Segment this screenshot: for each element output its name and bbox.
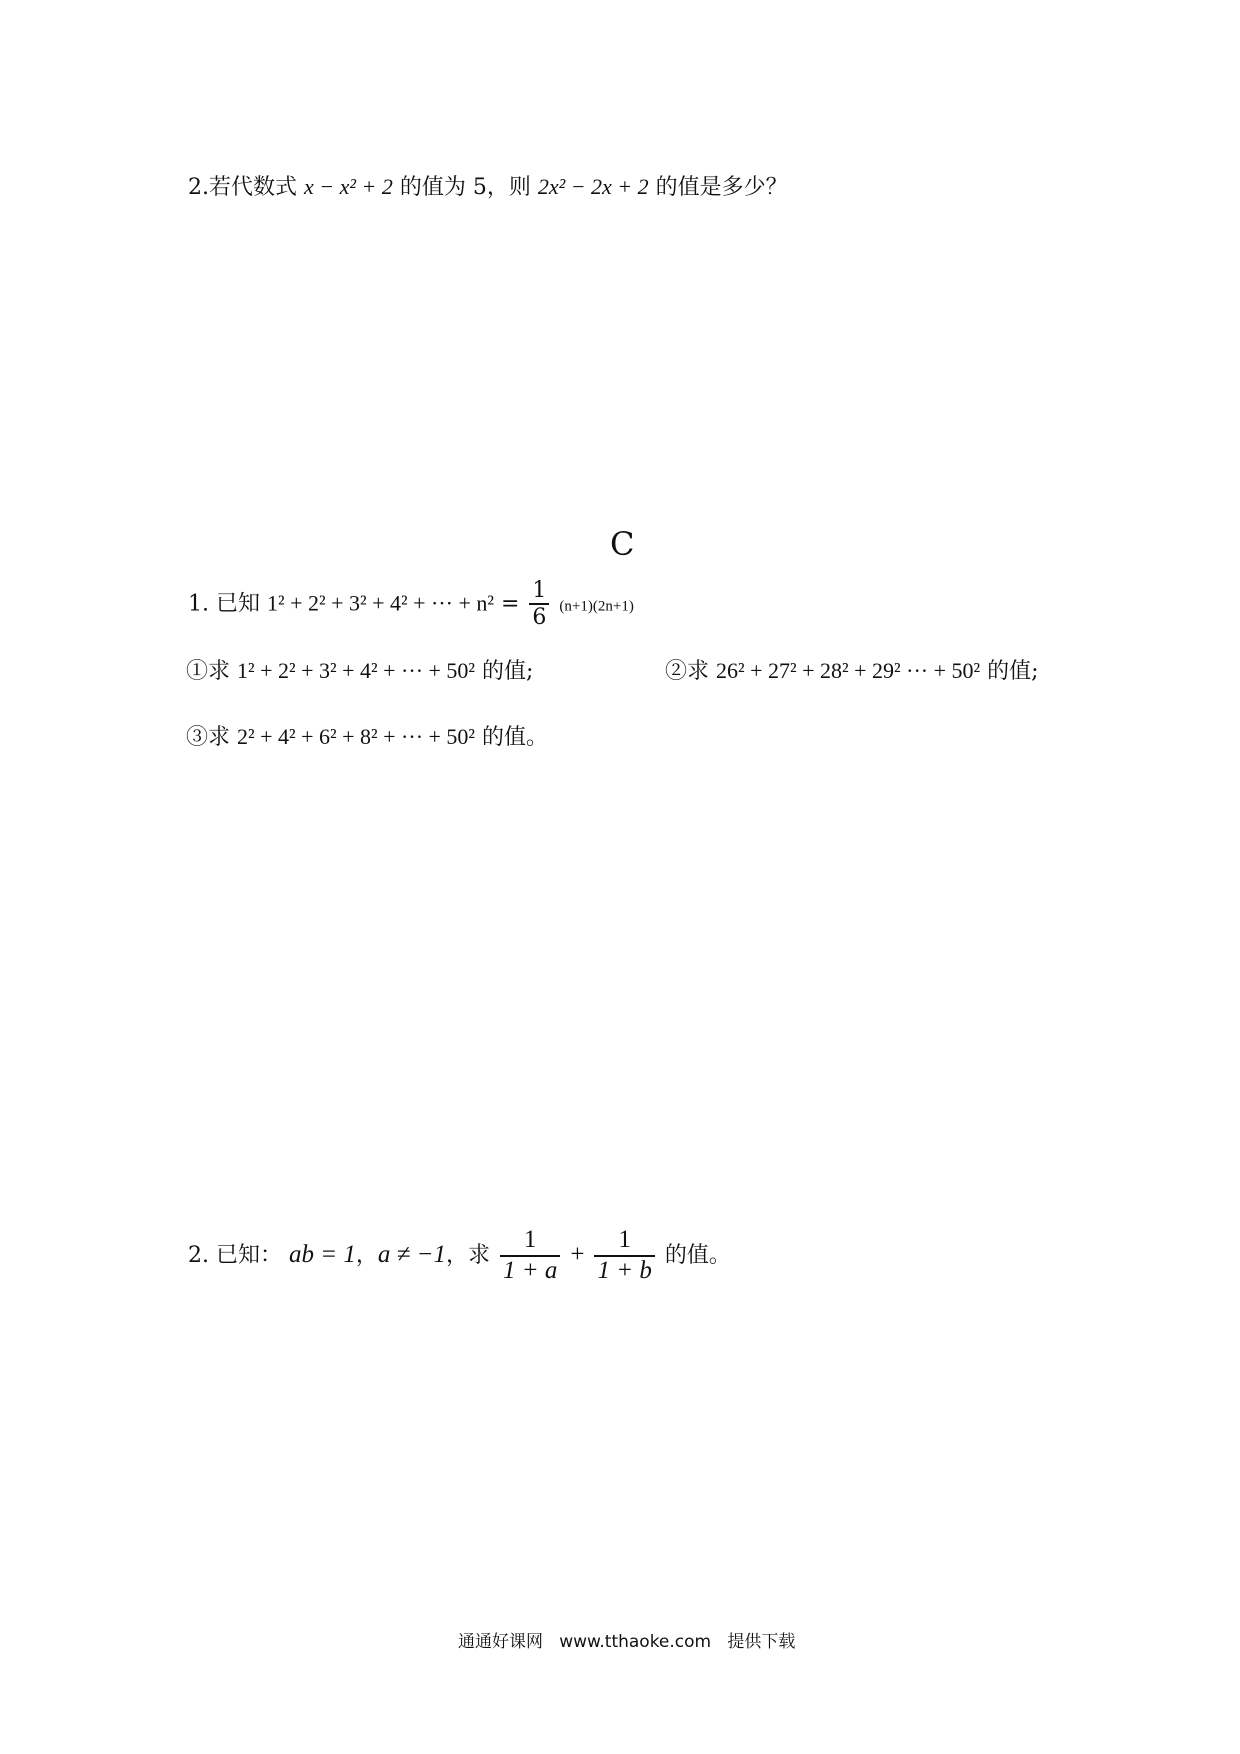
question-c2-suffix: 的值。 bbox=[664, 1242, 731, 1268]
part-2-marker: ② bbox=[665, 659, 688, 684]
part-2-verb: 求 bbox=[687, 659, 710, 684]
question-c1-prefix: 1. 已知 bbox=[188, 591, 260, 617]
plus-sign: + bbox=[570, 1240, 585, 1268]
page-footer bbox=[458, 1634, 795, 1651]
fraction-denominator: 6 bbox=[532, 605, 547, 631]
fraction-2-numerator: 1 bbox=[594, 1226, 654, 1257]
question-c1-part-3 bbox=[186, 726, 548, 749]
fraction-2-denominator: 1 + b bbox=[597, 1256, 652, 1284]
part-1-expression: 1² + 2² + 3² + 4² + ··· + 50² bbox=[237, 658, 476, 683]
condition-separator: ， bbox=[355, 1242, 378, 1268]
question-b2-mid: 的值为 5，则 bbox=[399, 175, 531, 200]
part-2-suffix: 的值; bbox=[987, 659, 1039, 684]
section-label: C bbox=[610, 525, 635, 563]
formula-rhs: (n+1)(2n+1) bbox=[559, 598, 634, 615]
footer-site-name: 通通好课网 bbox=[458, 1632, 543, 1652]
part-1-verb: 求 bbox=[208, 659, 231, 684]
expression-2: 2x² − 2x + 2 bbox=[537, 174, 649, 199]
question-b2 bbox=[188, 176, 788, 199]
footer-tail: 提供下载 bbox=[727, 1632, 796, 1652]
part-3-verb: 求 bbox=[208, 725, 231, 750]
fraction-1-over-1-plus-a bbox=[500, 1226, 560, 1286]
question-c2-prefix: 2. 已知： bbox=[188, 1242, 282, 1268]
part-2-expression: 26² + 27² + 28² + 29² ··· + 50² bbox=[716, 658, 981, 683]
fraction-1-over-1-plus-b bbox=[594, 1226, 654, 1286]
question-c2-ask: ，求 bbox=[445, 1242, 490, 1268]
section-heading bbox=[610, 525, 635, 563]
fraction-numerator: 1 bbox=[529, 578, 549, 605]
question-b2-prefix: 2.若代数式 bbox=[188, 175, 297, 200]
expression-1: x − x² + 2 bbox=[304, 174, 393, 199]
fraction-1-denominator: 1 + a bbox=[502, 1256, 558, 1284]
equals-sign: = bbox=[500, 591, 520, 617]
question-c1 bbox=[188, 578, 634, 631]
fraction-1-numerator: 1 bbox=[500, 1226, 560, 1257]
question-b2-suffix: 的值是多少？ bbox=[655, 175, 788, 200]
question-c2 bbox=[188, 1226, 731, 1286]
part-1-marker: ① bbox=[186, 659, 209, 684]
footer-url[interactable]: www.tthaoke.com bbox=[559, 1632, 712, 1652]
question-c1-part-1 bbox=[186, 660, 533, 683]
sum-of-squares-lhs: 1² + 2² + 3² + 4² + ··· + n² bbox=[266, 590, 494, 616]
part-3-suffix: 的值。 bbox=[482, 725, 549, 750]
part-3-marker: ③ bbox=[186, 725, 209, 750]
part-1-suffix: 的值; bbox=[482, 659, 534, 684]
fraction-one-sixth bbox=[529, 578, 549, 631]
part-3-expression: 2² + 4² + 6² + 8² + ··· + 50² bbox=[237, 724, 476, 749]
question-c1-part-2 bbox=[665, 660, 1039, 683]
condition-a-not-minus-1: a ≠ −1 bbox=[377, 1240, 446, 1268]
condition-ab-equals-1: ab = 1 bbox=[288, 1240, 356, 1268]
